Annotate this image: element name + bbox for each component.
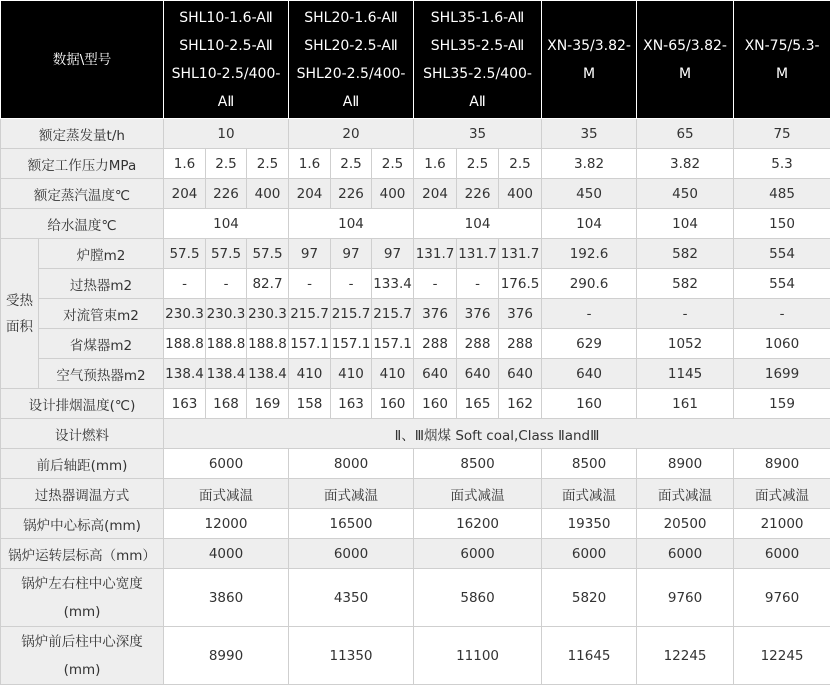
table-cell: 57.5 <box>164 239 206 269</box>
table-cell: 6000 <box>414 539 542 569</box>
table-cell: 104 <box>414 209 542 239</box>
table-cell: 376 <box>499 299 542 329</box>
table-cell: 640 <box>457 359 499 389</box>
table-cell: 97 <box>372 239 414 269</box>
model-header-xn75: XN-75/5.3- M <box>734 1 830 119</box>
table-cell: 35 <box>542 119 637 149</box>
table-cell: 1.6 <box>414 149 457 179</box>
row-label: 给水温度℃ <box>1 209 164 239</box>
table-cell: - <box>542 299 637 329</box>
table-cell: 288 <box>414 329 457 359</box>
table-cell: 5.3 <box>734 149 830 179</box>
table-cell: 16200 <box>414 509 542 539</box>
row-center-height <box>1 509 830 539</box>
table-cell: 131.7 <box>499 239 542 269</box>
table-cell: 8990 <box>164 627 289 685</box>
table-cell: 554 <box>734 269 830 299</box>
table-cell: 176.5 <box>499 269 542 299</box>
table-cell: 57.5 <box>247 239 289 269</box>
table-cell: 面式减温 <box>414 479 542 509</box>
table-cell: 2.5 <box>331 149 372 179</box>
table-cell: 8500 <box>414 449 542 479</box>
row-label: 过热器调温方式 <box>1 479 164 509</box>
table-cell: 6000 <box>289 539 414 569</box>
table-cell: 97 <box>331 239 372 269</box>
table-cell: 165 <box>457 389 499 419</box>
table-cell: 162 <box>499 389 542 419</box>
table-cell: 19350 <box>542 509 637 539</box>
row-rated-steam <box>1 119 830 149</box>
table-cell: 485 <box>734 179 830 209</box>
table-cell: 10 <box>164 119 289 149</box>
table-cell: 35 <box>414 119 542 149</box>
table-cell: 410 <box>372 359 414 389</box>
table-cell: 230.3 <box>164 299 206 329</box>
model-header-shl10: SHL10-1.6-AⅡ SHL10-2.5-AⅡ SHL10-2.5/400- AⅡ <box>164 1 289 119</box>
row-feed-temp <box>1 209 830 239</box>
table-cell: 215.7 <box>372 299 414 329</box>
table-cell: 640 <box>542 359 637 389</box>
table-cell: 12000 <box>164 509 289 539</box>
table-cell: 8900 <box>734 449 830 479</box>
model-header-shl20: SHL20-1.6-AⅡ SHL20-2.5-AⅡ SHL20-2.5/400- AⅡ <box>289 1 414 119</box>
model-header-shl35: SHL35-1.6-AⅡ SHL35-2.5-AⅡ SHL35-2.5/400- AⅡ <box>414 1 542 119</box>
row-label: 炉膛m2 <box>39 239 164 269</box>
table-cell: 554 <box>734 239 830 269</box>
table-cell: 1699 <box>734 359 830 389</box>
table-cell: 157.1 <box>331 329 372 359</box>
table-cell: 1.6 <box>164 149 206 179</box>
row-furnace <box>1 239 830 269</box>
row-label: 设计燃料 <box>1 419 164 449</box>
table-cell: 157.1 <box>289 329 331 359</box>
row-axle-distance <box>1 449 830 479</box>
table-cell: 204 <box>414 179 457 209</box>
model-header-xn65: XN-65/3.82- M <box>637 1 734 119</box>
table-cell: 163 <box>164 389 206 419</box>
table-cell: 104 <box>637 209 734 239</box>
row-label: 锅炉运转层标高（mm） <box>1 539 164 569</box>
row-superheat-control <box>1 479 830 509</box>
table-cell: 8900 <box>637 449 734 479</box>
table-cell: 97 <box>289 239 331 269</box>
table-cell: 158 <box>289 389 331 419</box>
table-cell: 面式减温 <box>289 479 414 509</box>
table-cell: 410 <box>331 359 372 389</box>
table-cell: 138.4 <box>247 359 289 389</box>
table-cell: 5820 <box>542 569 637 627</box>
table-cell: 160 <box>372 389 414 419</box>
table-cell: 640 <box>414 359 457 389</box>
table-cell: 1145 <box>637 359 734 389</box>
table-cell: 582 <box>637 269 734 299</box>
table-cell: 230.3 <box>206 299 247 329</box>
row-fuel <box>1 419 830 449</box>
table-cell: 160 <box>414 389 457 419</box>
row-steam-temp <box>1 179 830 209</box>
row-exhaust-temp <box>1 389 830 419</box>
table-cell: 6000 <box>734 539 830 569</box>
row-label: 额定工作压力MPa <box>1 149 164 179</box>
table-cell: 面式减温 <box>164 479 289 509</box>
table-cell: 131.7 <box>414 239 457 269</box>
table-cell: 面式减温 <box>542 479 637 509</box>
table-cell: 8000 <box>289 449 414 479</box>
corner-header: 数据\型号 <box>1 1 164 119</box>
table-cell: 168 <box>206 389 247 419</box>
table-cell: 188.8 <box>206 329 247 359</box>
row-label: 锅炉中心标高(mm) <box>1 509 164 539</box>
table-cell: 376 <box>414 299 457 329</box>
row-label: 设计排烟温度(℃) <box>1 389 164 419</box>
table-cell: 215.7 <box>289 299 331 329</box>
table-cell: 20 <box>289 119 414 149</box>
table-cell: 169 <box>247 389 289 419</box>
table-cell: 3.82 <box>542 149 637 179</box>
row-pressure <box>1 149 830 179</box>
row-label: 过热器m2 <box>39 269 164 299</box>
table-cell: 410 <box>289 359 331 389</box>
table-cell: 2.5 <box>372 149 414 179</box>
table-cell: 11100 <box>414 627 542 685</box>
row-superheater <box>1 269 830 299</box>
table-cell: 5860 <box>414 569 542 627</box>
row-operating-floor <box>1 539 830 569</box>
table-cell: 230.3 <box>247 299 289 329</box>
table-cell: 3.82 <box>637 149 734 179</box>
table-cell: 160 <box>542 389 637 419</box>
table-cell: 面式减温 <box>637 479 734 509</box>
row-label: 额定蒸汽温度℃ <box>1 179 164 209</box>
table-cell: 1.6 <box>289 149 331 179</box>
table-cell: 75 <box>734 119 830 149</box>
row-label: 对流管束m2 <box>39 299 164 329</box>
table-cell: 57.5 <box>206 239 247 269</box>
table-cell: - <box>289 269 331 299</box>
table-cell: 9760 <box>734 569 830 627</box>
table-cell: - <box>331 269 372 299</box>
table-cell: 2.5 <box>247 149 289 179</box>
row-label: 锅炉左右柱中心宽度 (mm) <box>1 569 164 627</box>
table-cell: 226 <box>457 179 499 209</box>
table-cell: 192.6 <box>542 239 637 269</box>
table-cell: 450 <box>637 179 734 209</box>
table-cell: 138.4 <box>164 359 206 389</box>
heating-area-group-label: 受热 面积 <box>1 239 39 389</box>
table-cell: 400 <box>372 179 414 209</box>
table-cell: 104 <box>164 209 289 239</box>
table-cell: 4350 <box>289 569 414 627</box>
model-header-xn35: XN-35/3.82- M <box>542 1 637 119</box>
table-cell: 582 <box>637 239 734 269</box>
table-cell: 157.1 <box>372 329 414 359</box>
table-cell: 12245 <box>637 627 734 685</box>
table-cell: 82.7 <box>247 269 289 299</box>
table-cell: 161 <box>637 389 734 419</box>
table-cell: - <box>637 299 734 329</box>
row-economizer <box>1 329 830 359</box>
table-cell: 65 <box>637 119 734 149</box>
table-cell: 226 <box>331 179 372 209</box>
table-cell: 640 <box>499 359 542 389</box>
table-cell: 159 <box>734 389 830 419</box>
table-cell: - <box>457 269 499 299</box>
table-cell: 2.5 <box>457 149 499 179</box>
table-cell: 面式减温 <box>734 479 830 509</box>
table-cell: Ⅱ、Ⅲ烟煤 Soft coal,Class ⅡandⅢ <box>164 419 830 449</box>
table-cell: 215.7 <box>331 299 372 329</box>
table-cell: 138.4 <box>206 359 247 389</box>
table-cell: 2.5 <box>499 149 542 179</box>
table-cell: - <box>734 299 830 329</box>
table-cell: 400 <box>247 179 289 209</box>
table-cell: 21000 <box>734 509 830 539</box>
table-cell: 12245 <box>734 627 830 685</box>
table-cell: - <box>414 269 457 299</box>
table-cell: 150 <box>734 209 830 239</box>
table-cell: 133.4 <box>372 269 414 299</box>
row-label: 空气预热器m2 <box>39 359 164 389</box>
table-cell: 11645 <box>542 627 637 685</box>
row-label: 前后轴距(mm) <box>1 449 164 479</box>
row-label: 额定蒸发量t/h <box>1 119 164 149</box>
table-cell: 3860 <box>164 569 289 627</box>
table-cell: 163 <box>331 389 372 419</box>
table-cell: 6000 <box>164 449 289 479</box>
table-cell: 131.7 <box>457 239 499 269</box>
table-cell: 20500 <box>637 509 734 539</box>
table-cell: 288 <box>457 329 499 359</box>
table-cell: 1052 <box>637 329 734 359</box>
table-cell: 290.6 <box>542 269 637 299</box>
table-cell: 376 <box>457 299 499 329</box>
row-column-width <box>1 569 830 627</box>
header-row <box>1 1 830 119</box>
table-cell: 226 <box>206 179 247 209</box>
table-cell: 1060 <box>734 329 830 359</box>
table-cell: 6000 <box>542 539 637 569</box>
table-cell: 2.5 <box>206 149 247 179</box>
table-cell: 288 <box>499 329 542 359</box>
table-cell: 16500 <box>289 509 414 539</box>
table-cell: - <box>164 269 206 299</box>
table-cell: 4000 <box>164 539 289 569</box>
table-cell: 188.8 <box>247 329 289 359</box>
table-cell: 6000 <box>637 539 734 569</box>
table-cell: 9760 <box>637 569 734 627</box>
row-label: 省煤器m2 <box>39 329 164 359</box>
table-cell: - <box>206 269 247 299</box>
table-cell: 400 <box>499 179 542 209</box>
row-convection <box>1 299 830 329</box>
table-cell: 104 <box>542 209 637 239</box>
row-column-depth <box>1 627 830 685</box>
table-cell: 204 <box>164 179 206 209</box>
table-cell: 450 <box>542 179 637 209</box>
row-label: 锅炉前后柱中心深度 (mm) <box>1 627 164 685</box>
table-cell: 188.8 <box>164 329 206 359</box>
table-cell: 629 <box>542 329 637 359</box>
table-cell: 104 <box>289 209 414 239</box>
table-cell: 11350 <box>289 627 414 685</box>
table-cell: 8500 <box>542 449 637 479</box>
row-air-preheater <box>1 359 830 389</box>
table-cell: 204 <box>289 179 331 209</box>
